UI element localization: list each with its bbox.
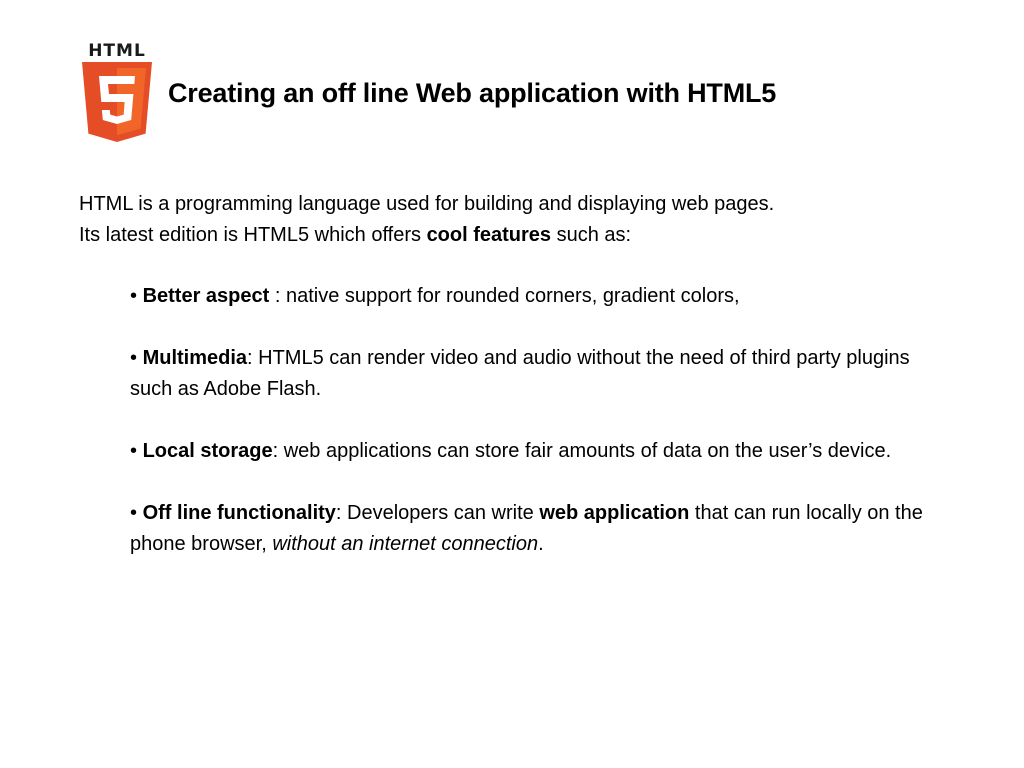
intro-line-2-start: Its latest edition is HTML5 which offers <box>79 224 427 246</box>
bullet-glyph: • <box>130 347 138 369</box>
bullet-text: : HTML5 can render video and audio without the need of third party plugins such as Adobe Flash. <box>130 347 910 400</box>
bullet-text: : web applications can store fair amounts of data on the user’s device. <box>272 440 892 462</box>
bullet-glyph: • <box>130 502 138 524</box>
bullet-term: Off line functionality <box>142 502 336 524</box>
list-item <box>130 498 950 560</box>
intro-line-2-end: such as: <box>551 224 632 246</box>
list-item <box>130 436 950 467</box>
html5-logo <box>80 42 154 144</box>
bullet-italic: without an internet connection <box>272 533 539 555</box>
intro-line-1: HTML is a programming language used for building and displaying web pages. <box>79 193 775 215</box>
intro-emphasis: cool features <box>426 224 552 246</box>
feature-list <box>130 281 950 591</box>
bullet-text: : Developers can write <box>335 502 540 524</box>
bullet-text: : native support for rounded corners, gradient colors, <box>269 285 740 307</box>
bullet-text: that can run locally on the phone browser, <box>130 502 923 555</box>
bullet-emphasis: web application <box>539 502 690 524</box>
bullet-glyph: • <box>130 440 138 462</box>
bullet-term: Multimedia <box>142 347 248 369</box>
bullet-term: Better aspect <box>142 285 270 307</box>
bullet-text: . <box>538 533 544 555</box>
list-item <box>130 281 950 312</box>
slide-title: Creating an off line Web application with HTML5 <box>168 78 777 108</box>
bullet-term: Local storage <box>142 440 273 462</box>
list-item <box>130 343 950 405</box>
intro-line-2 <box>79 220 959 251</box>
bullet-glyph: • <box>130 285 138 307</box>
logo-wordmark: HTML <box>88 41 146 61</box>
html5-shield-icon <box>82 62 152 142</box>
intro-paragraph <box>79 189 959 251</box>
